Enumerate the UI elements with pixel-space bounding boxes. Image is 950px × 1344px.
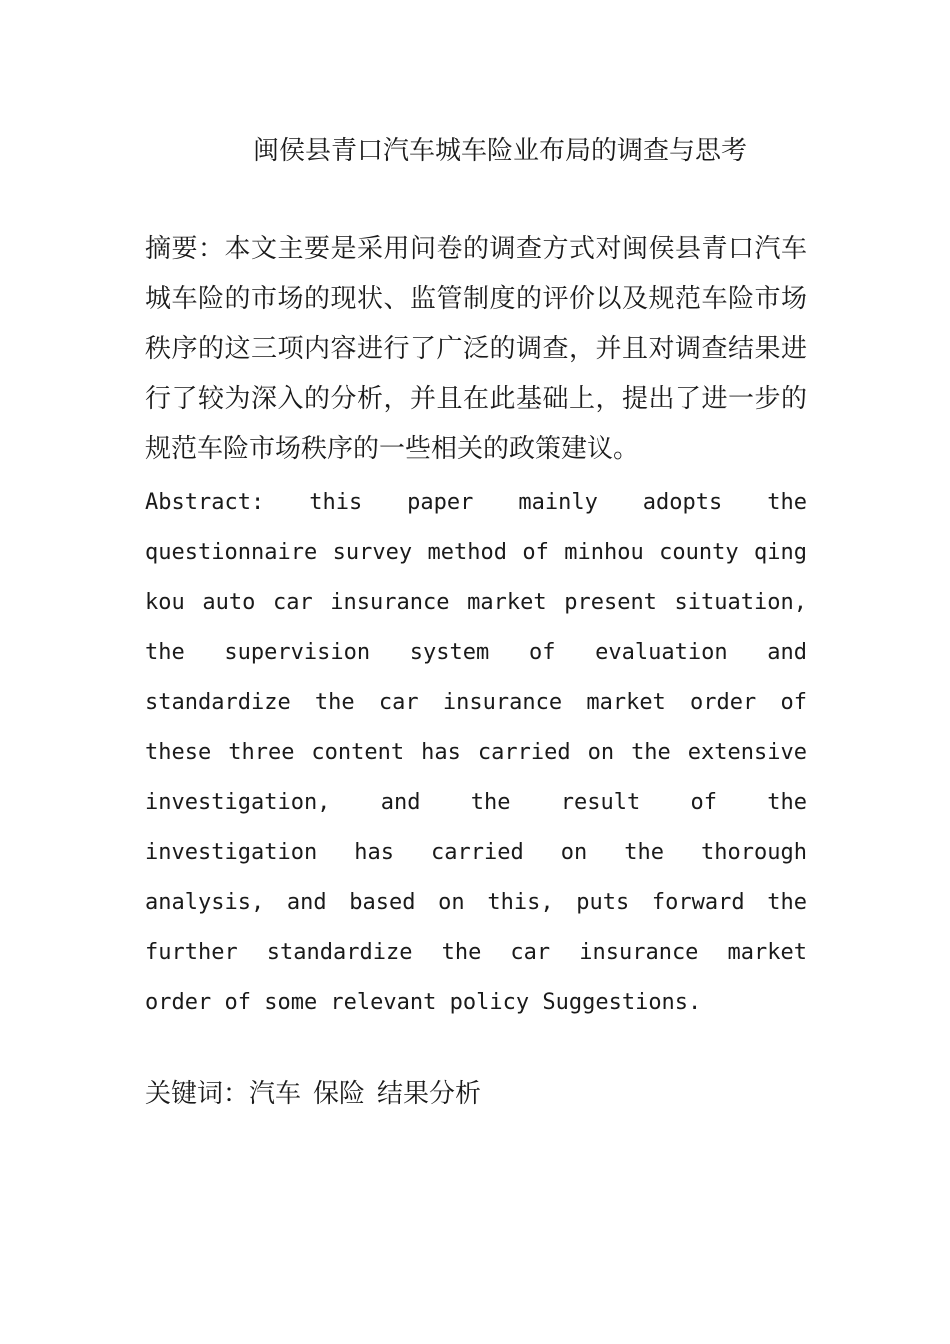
chinese-abstract-text: 本文主要是采用问卷的调查方式对闽侯县青口汽车城车险的市场的现状、监管制度的评价以及规范车险市场秩序的这三项内容进行了广泛的调查，并且对调查结果进行了较为深入的分析，并且在此基础上，提出了进一步的规范车险市场秩序的一些相关的政策建议。: [145, 234, 807, 464]
english-abstract-label: Abstract:: [145, 490, 265, 515]
keyword-item: 结果分析: [377, 1079, 482, 1109]
english-abstract: [145, 478, 807, 1028]
keyword-item: 汽车: [249, 1079, 302, 1109]
chinese-abstract-label: 摘要：: [145, 234, 225, 264]
keywords-line: [145, 1074, 807, 1114]
keyword-item: 保险: [313, 1079, 366, 1109]
chinese-abstract: [145, 224, 807, 474]
document-title: 闽侯县青口汽车城车险业布局的调查与思考: [252, 136, 747, 166]
keywords-label: 关键词：: [145, 1079, 250, 1109]
english-abstract-text: this paper mainly adopts the questionnaire survey method of minhou county qing kou auto car insurance market present situation, the supervision system of evaluation and standardize the car insurance market order of these three content has carried on the extensive investigation, and the result of the investigation has carried on the thorough analysis, and based on this, puts forward the further standardize the car insurance market order of some relevant policy Suggestions.: [145, 490, 807, 1015]
